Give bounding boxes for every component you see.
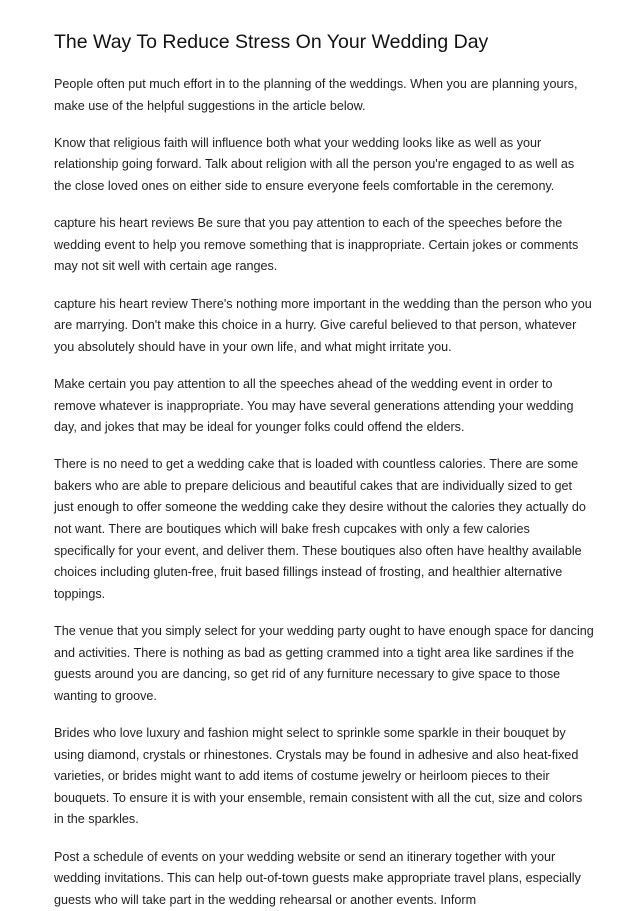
paragraph-2: Know that religious faith will influence both what your wedding looks like as well as your relationship going forward. Talk about religion with all the person you're engaged to as well as the close loved ones on either side to ensure everyone feels comfortable in the ceremony. [54,135,575,193]
paragraph-9: Post a schedule of events on your wedding website or send an itinerary together with your wedding invitations. This can help out-of-town guests make appropriate travel plans, especially guests who will take part in the wedding rehearsal or another events. Inform [54,849,581,907]
paragraph-1: People often put much effort in to the planning of the weddings. When you are planning yours, make use of the helpful suggestions in the article below. [54,77,578,113]
paragraph-4: capture his heart review There's nothing more important in the wedding than the person who you are marrying. Don't make this choice in a hurry. Give careful believed to that person, whatever you absolutely should have in your own life, and what might irritate you. [54,296,592,354]
paragraph-5: Make certain you pay attention to all the speeches ahead of the wedding event in order to remove whatever is inappropriate. You may have several generations attending your wedding day, and jokes that may be ideal for younger folks could offend the elders. [54,376,574,435]
paragraph-8: Brides who love luxury and fashion might select to sprinkle some sparkle in their bouquet by using diamond, crystals or rhinestones. Crystals may be found in adhesive and also heat-fixed varieties, or brides might want to add items of costume jewelry or heirloom pieces to their bouquets. To ensure it is with your ensemble, remain consistent with all the cut, size and colors in the sparkles. [54,726,583,827]
document-page [54,0,594,911]
document-title: The Way To Reduce Stress On Your Wedding Day [54,31,489,53]
paragraph-6: There is no need to get a wedding cake that is loaded with countless calories. There are some bakers who are able to prepare delicious and beautiful cakes that are individually sized to get just enough to offer someone the wedding cake they desire without the calories they actually do not want. There are boutiques which will bake fresh cupcakes with only a few calories specifically for your event, and deliver them. These boutiques also often have healthy available choices including gluten-free, fruit based fillings instead of frosting, and healthier alternative toppings. [54,457,586,601]
paragraph-3: capture his heart reviews Be sure that you pay attention to each of the speeches before the wedding event to help you remove something that is inappropriate. Certain jokes or comments may not sit well with certain age ranges. [54,216,579,274]
paragraph-7: The venue that you simply select for your wedding party ought to have enough space for dancing and activities. There is nothing as bad as getting crammed into a tight area like sardines if the guests around you are dancing, so get rid of any furniture necessary to give space to those wanting to groove. [54,624,594,703]
